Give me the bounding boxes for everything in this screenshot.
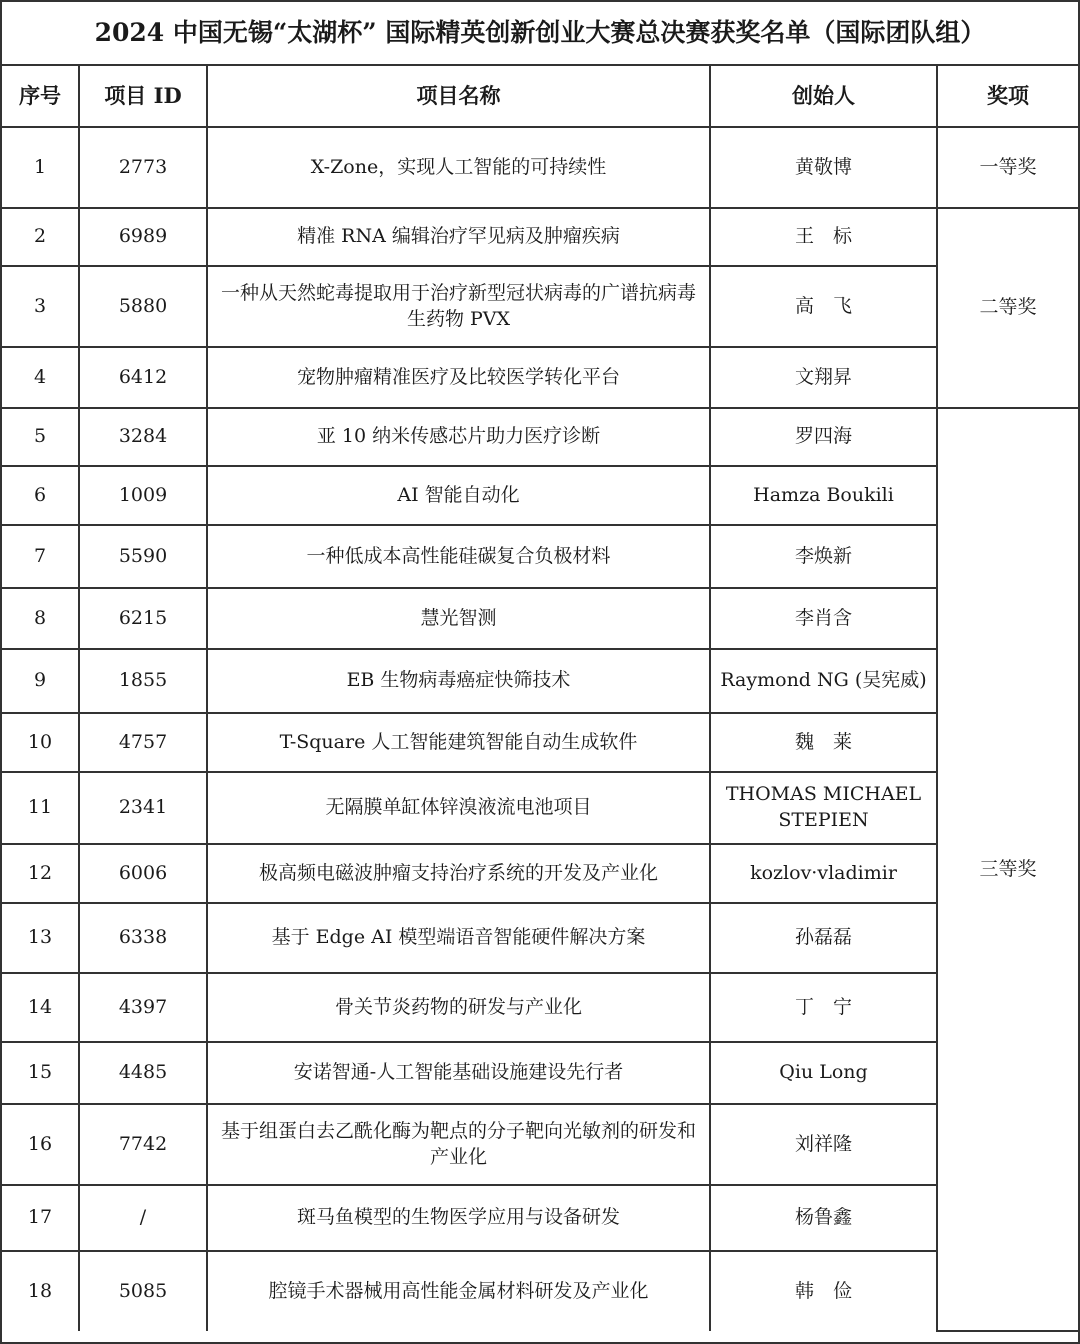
cell-no: 12 — [2, 844, 79, 903]
cell-no: 1 — [2, 127, 79, 208]
cell-no: 15 — [2, 1042, 79, 1104]
table-row — [2, 903, 1078, 973]
header-project-id: 项目 ID — [79, 66, 207, 127]
cell-no: 16 — [2, 1104, 79, 1185]
table-row — [2, 347, 1078, 408]
table-row — [2, 208, 1078, 266]
cell-founder: Hamza Boukili — [710, 466, 937, 525]
cell-founder: 刘祥隆 — [710, 1104, 937, 1185]
cell-no: 11 — [2, 772, 79, 844]
cell-project-name: 斑马鱼模型的生物医学应用与设备研发 — [207, 1185, 710, 1251]
cell-project-id: 7742 — [79, 1104, 207, 1185]
cell-project-name: 慧光智测 — [207, 588, 710, 649]
cell-founder: 韩 俭 — [710, 1251, 937, 1331]
cell-founder: THOMAS MICHAEL STEPIEN — [710, 772, 937, 844]
cell-project-id: 5880 — [79, 266, 207, 347]
cell-founder: 李焕新 — [710, 525, 937, 588]
cell-project-name: 腔镜手术器械用高性能金属材料研发及产业化 — [207, 1251, 710, 1331]
cell-no: 5 — [2, 408, 79, 466]
header-founder: 创始人 — [710, 66, 937, 127]
table-header-row — [2, 66, 1078, 127]
cell-project-name: 亚 10 纳米传感芯片助力医疗诊断 — [207, 408, 710, 466]
cell-project-id: 2341 — [79, 772, 207, 844]
table-row — [2, 1251, 1078, 1331]
cell-founder: 黄敬博 — [710, 127, 937, 208]
cell-founder: kozlov·vladimir — [710, 844, 937, 903]
cell-project-id: 6412 — [79, 347, 207, 408]
table-row — [2, 1042, 1078, 1104]
cell-project-id: 6215 — [79, 588, 207, 649]
cell-no: 18 — [2, 1251, 79, 1331]
cell-no: 4 — [2, 347, 79, 408]
cell-project-id: 4757 — [79, 713, 207, 772]
cell-no: 17 — [2, 1185, 79, 1251]
document-title: 2024 中国无锡“太湖杯” 国际精英创新创业大赛总决赛获奖名单（国际团队组） — [2, 2, 1078, 66]
cell-project-id: 4485 — [79, 1042, 207, 1104]
cell-founder: 王 标 — [710, 208, 937, 266]
award-table — [2, 66, 1078, 1332]
table-row — [2, 844, 1078, 903]
cell-project-id: 6338 — [79, 903, 207, 973]
cell-project-name: 无隔膜单缸体锌溴液流电池项目 — [207, 772, 710, 844]
cell-no: 14 — [2, 973, 79, 1042]
cell-founder: 李肖含 — [710, 588, 937, 649]
cell-project-name: X-Zone，实现人工智能的可持续性 — [207, 127, 710, 208]
cell-no: 9 — [2, 649, 79, 713]
cell-no: 6 — [2, 466, 79, 525]
cell-project-name: 基于 Edge AI 模型端语音智能硬件解决方案 — [207, 903, 710, 973]
table-row — [2, 266, 1078, 347]
cell-project-name: 一种从天然蛇毒提取用于治疗新型冠状病毒的广谱抗病毒生药物 PVX — [207, 266, 710, 347]
cell-project-id: 4397 — [79, 973, 207, 1042]
table-row — [2, 973, 1078, 1042]
cell-project-id: 6006 — [79, 844, 207, 903]
cell-project-id: 5085 — [79, 1251, 207, 1331]
table-row — [2, 1185, 1078, 1251]
cell-project-name: T-Square 人工智能建筑智能自动生成软件 — [207, 713, 710, 772]
cell-award: 一等奖 — [937, 127, 1078, 208]
table-row — [2, 772, 1078, 844]
cell-project-name: 精准 RNA 编辑治疗罕见病及肿瘤疾病 — [207, 208, 710, 266]
cell-project-name: 极高频电磁波肿瘤支持治疗系统的开发及产业化 — [207, 844, 710, 903]
table-row — [2, 649, 1078, 713]
table-row — [2, 408, 1078, 466]
cell-project-id: 3284 — [79, 408, 207, 466]
table-row — [2, 713, 1078, 772]
cell-project-name: 一种低成本高性能硅碳复合负极材料 — [207, 525, 710, 588]
cell-no: 7 — [2, 525, 79, 588]
table-row — [2, 466, 1078, 525]
cell-founder: 高 飞 — [710, 266, 937, 347]
cell-project-name: AI 智能自动化 — [207, 466, 710, 525]
table-row — [2, 525, 1078, 588]
cell-no: 13 — [2, 903, 79, 973]
cell-founder: 孙磊磊 — [710, 903, 937, 973]
table-row — [2, 588, 1078, 649]
header-no: 序号 — [2, 66, 79, 127]
cell-award: 三等奖 — [937, 408, 1078, 1331]
cell-project-name: 骨关节炎药物的研发与产业化 — [207, 973, 710, 1042]
cell-award: 二等奖 — [937, 208, 1078, 408]
cell-project-id: 1855 — [79, 649, 207, 713]
cell-project-name: 安诺智通-人工智能基础设施建设先行者 — [207, 1042, 710, 1104]
cell-project-id: 6989 — [79, 208, 207, 266]
cell-no: 10 — [2, 713, 79, 772]
header-award: 奖项 — [937, 66, 1078, 127]
header-project-name: 项目名称 — [207, 66, 710, 127]
cell-founder: 文翔昇 — [710, 347, 937, 408]
cell-founder: Qiu Long — [710, 1042, 937, 1104]
cell-founder: 罗四海 — [710, 408, 937, 466]
cell-founder: 魏 莱 — [710, 713, 937, 772]
cell-project-id: 2773 — [79, 127, 207, 208]
table-row — [2, 1104, 1078, 1185]
cell-project-name: 基于组蛋白去乙酰化酶为靶点的分子靶向光敏剂的研发和产业化 — [207, 1104, 710, 1185]
cell-project-name: EB 生物病毒癌症快筛技术 — [207, 649, 710, 713]
cell-no: 2 — [2, 208, 79, 266]
cell-no: 3 — [2, 266, 79, 347]
cell-project-id: 5590 — [79, 525, 207, 588]
cell-project-name: 宠物肿瘤精准医疗及比较医学转化平台 — [207, 347, 710, 408]
cell-founder: 杨鲁鑫 — [710, 1185, 937, 1251]
cell-no: 8 — [2, 588, 79, 649]
cell-project-id: 1009 — [79, 466, 207, 525]
cell-founder: Raymond NG (吴宪威) — [710, 649, 937, 713]
cell-project-id: / — [79, 1185, 207, 1251]
table-row — [2, 127, 1078, 208]
cell-founder: 丁 宁 — [710, 973, 937, 1042]
